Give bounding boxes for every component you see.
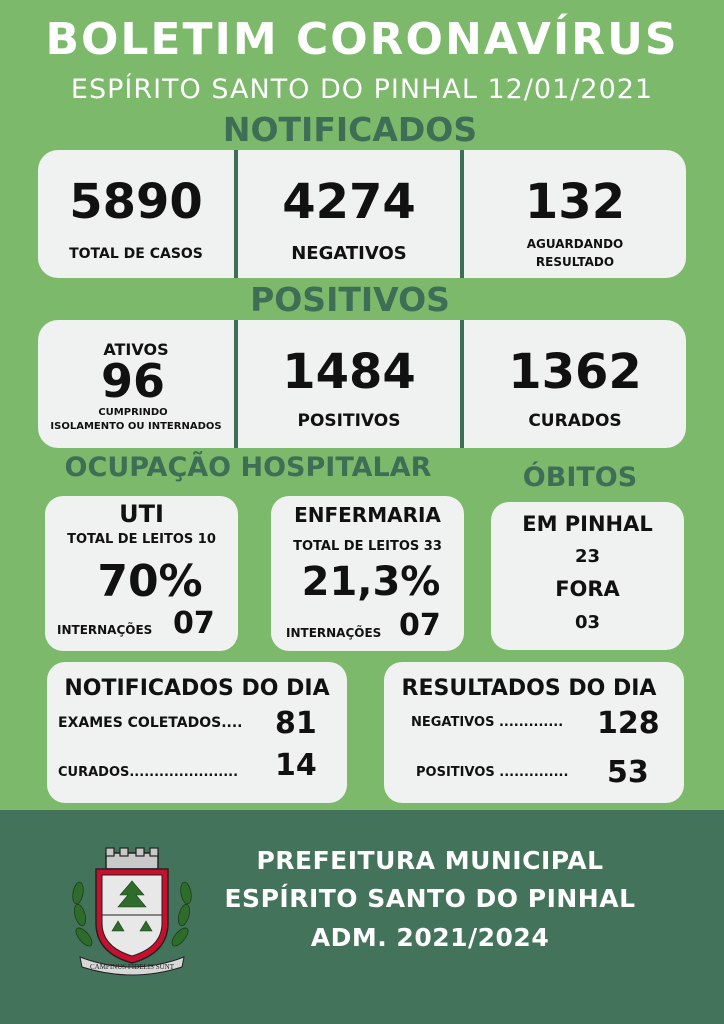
ativos-label: ATIVOS <box>103 340 169 359</box>
enfermaria-internacoes-label: INTERNAÇÕES <box>286 626 382 640</box>
curados-label: CURADOS <box>528 411 622 431</box>
negativos-label: NEGATIVOS <box>291 243 407 264</box>
footer-line-1: PREFEITURA MUNICIPAL <box>256 846 604 875</box>
notificados-dia-card <box>47 662 347 803</box>
curados-dia-value: 14 <box>275 748 317 783</box>
uti-percent: 70% <box>97 556 203 607</box>
total-casos-value: 5890 <box>69 174 203 230</box>
notificados-dia-heading: NOTIFICADOS DO DIA <box>64 676 330 701</box>
uti-internacoes-label: INTERNAÇÕES <box>57 623 153 637</box>
negativos-value: 4274 <box>282 174 416 230</box>
uti-internacoes-value: 07 <box>173 606 215 641</box>
resultados-dia-card <box>384 662 684 803</box>
curados-value: 1362 <box>508 344 642 400</box>
obitos-heading: ÓBITOS <box>522 462 638 493</box>
positivos-dia-value: 53 <box>607 755 649 790</box>
curados-dia-label: CURADOS...................... <box>58 765 239 780</box>
obitos-em-pinhal-value: 23 <box>574 546 601 567</box>
ativos-note-line2: ISOLAMENTO OU INTERNADOS <box>50 421 222 432</box>
uti-title: UTI <box>119 500 164 528</box>
crest-motto: CAMPINUS FIDELIS SUNT <box>89 963 175 971</box>
obitos-fora-label: FORA <box>555 577 620 601</box>
footer-line-2: ESPÍRITO SANTO DO PINHAL <box>224 884 636 913</box>
notificados-card <box>38 150 686 278</box>
enfermaria-internacoes-value: 07 <box>399 608 441 643</box>
ocupacao-heading: OCUPAÇÃO HOSPITALAR <box>64 452 432 483</box>
positivos-heading: POSITIVOS <box>250 280 450 319</box>
footer-band <box>0 810 724 1024</box>
aguardando-label-line2: RESULTADO <box>535 255 615 269</box>
obitos-em-pinhal-label: EM PINHAL <box>522 512 653 536</box>
exames-coletados-label: EXAMES COLETADOS.... <box>58 715 243 731</box>
positivos-card <box>38 320 686 448</box>
ativos-note-line1: CUMPRINDO <box>98 407 168 418</box>
negativos-dia-value: 128 <box>597 706 660 741</box>
enfermaria-card <box>271 496 464 651</box>
aguardando-value: 132 <box>524 174 626 230</box>
aguardando-label-line1: AGUARDANDO <box>526 237 624 251</box>
notificados-heading: NOTIFICADOS <box>222 110 478 149</box>
enfermaria-leitos: TOTAL DE LEITOS 33 <box>293 539 442 554</box>
bulletin-subtitle: ESPÍRITO SANTO DO PINHAL 12/01/2021 <box>70 74 654 105</box>
exames-coletados-value: 81 <box>275 706 317 741</box>
uti-leitos: TOTAL DE LEITOS 10 <box>67 532 216 547</box>
total-casos-label: TOTAL DE CASOS <box>69 246 203 262</box>
ativos-value: 96 <box>100 354 165 408</box>
bulletin-title: BOLETIM CORONAVÍRUS <box>45 14 679 65</box>
positivos-dia-label: POSITIVOS .............. <box>416 765 569 780</box>
obitos-fora-value: 03 <box>574 612 601 633</box>
positivos-label: POSITIVOS <box>297 411 401 431</box>
uti-card <box>45 496 238 651</box>
footer-line-3: ADM. 2021/2024 <box>310 923 550 952</box>
obitos-card <box>491 502 684 650</box>
enfermaria-percent: 21,3% <box>301 559 441 605</box>
resultados-dia-heading: RESULTADOS DO DIA <box>401 676 657 701</box>
enfermaria-title: ENFERMARIA <box>294 503 441 527</box>
negativos-dia-label: NEGATIVOS ............. <box>411 715 564 730</box>
positivos-value: 1484 <box>282 344 416 400</box>
